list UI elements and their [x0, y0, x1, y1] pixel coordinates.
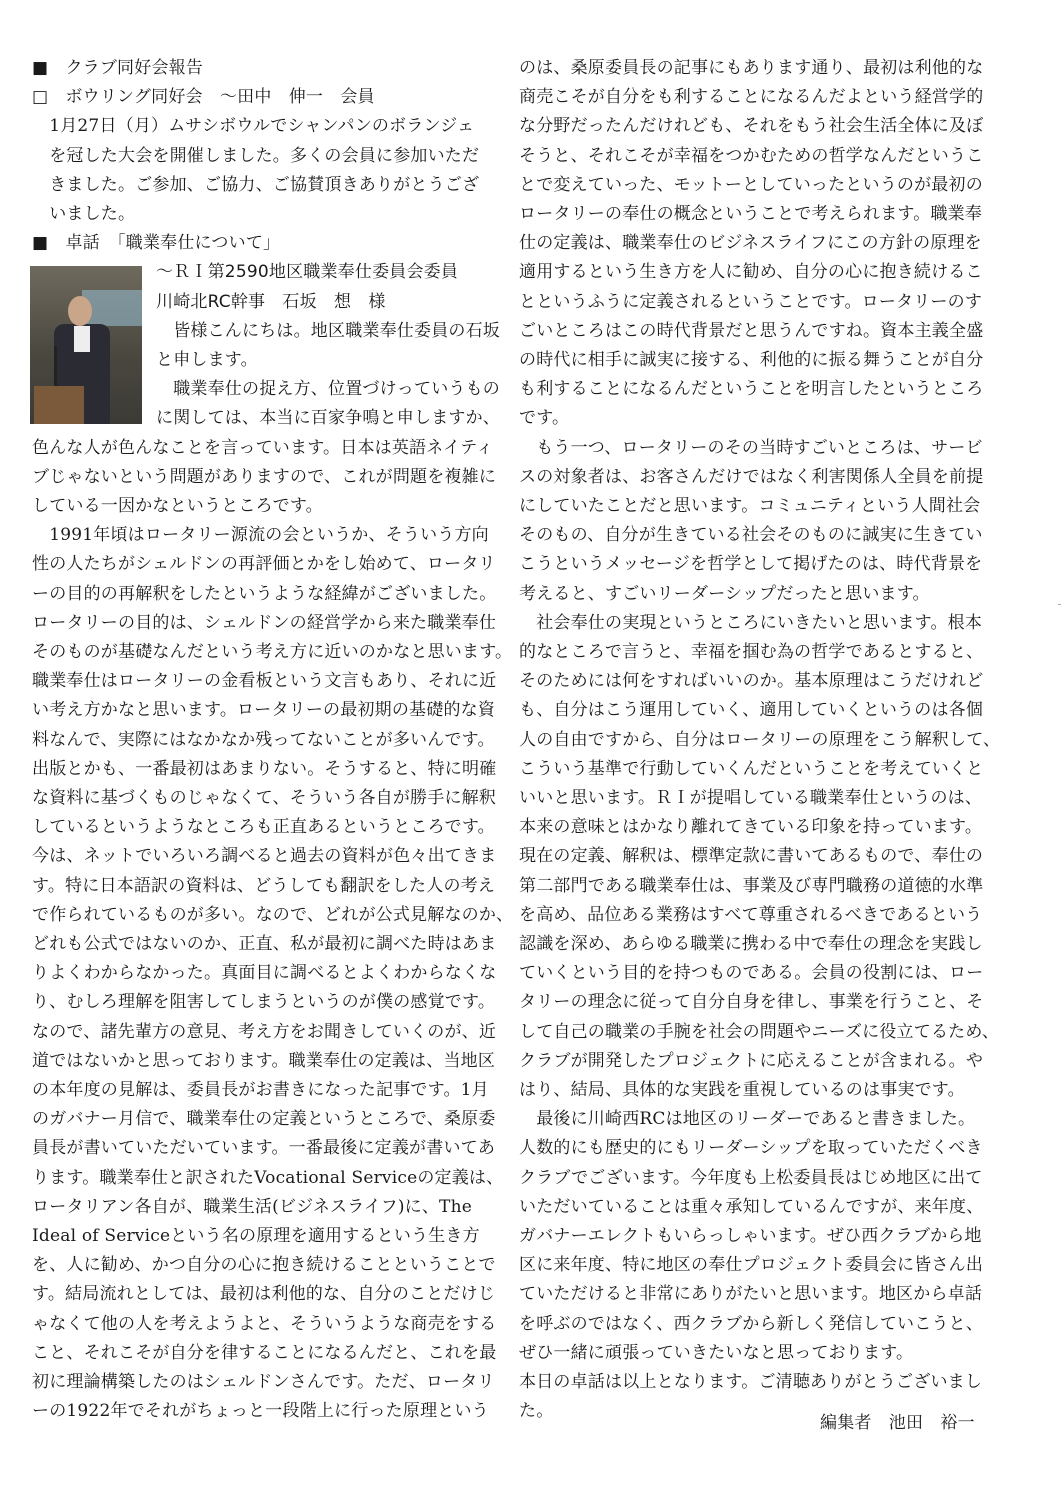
right-text-line: スの対象者は、お客さんだけではなく利害関係人全員を前提: [519, 466, 984, 487]
left-text-line: ーの1922年でそれがちょっと一段階上に行った原理という: [32, 1401, 489, 1422]
right-text-line: とというふうに定義されるということです。ロータリーのす: [519, 291, 983, 312]
right-text-line: にしていたことだと思います。コミュニティという人間社会: [519, 496, 981, 516]
right-text-line: クラブが開発したプロジェクトに応えることが含まれる。や: [519, 1050, 984, 1071]
speaker-photo: [30, 266, 142, 424]
left-text-line: 皆様こんにちは。地区職業奉仕委員の石坂: [156, 320, 500, 341]
right-text-line: を高め、品位ある業務はすべて尊重されるべきであるという: [519, 904, 983, 925]
right-text-line: な分野だったんだけれども、それをもう社会生活全体に及ぼ: [519, 116, 984, 137]
right-text-line: も利することになるんだということを明言したというところ: [519, 379, 984, 400]
left-text-line: ロータリアン各自が、職業生活(ビジネスライフ)に、The: [32, 1196, 473, 1217]
left-text-line: Ideal of Serviceという名の原理を適用するという生き方: [32, 1226, 480, 1246]
right-text-line: 認識を深め、あらゆる職業に携わる中で奉仕の理念を実践し: [519, 934, 983, 954]
left-text-line: ります。職業奉仕と訳されたVocational Serviceの定義は、: [32, 1167, 504, 1188]
left-text-line: 道ではないかと思っております。職業奉仕の定義は、当地区: [32, 1050, 496, 1071]
left-text-line: しているというようなところも正直あるというところです。: [32, 817, 495, 838]
left-text-line: 出版とかも、一番最初はあまりない。そうすると、特に明確: [32, 758, 497, 779]
right-text-line: いいと思います。ＲＩが提唱している職業奉仕というのは、: [519, 788, 983, 808]
left-text-line: 料なんで、実際にはなかなか残ってないことが多いんです。: [32, 729, 495, 750]
left-text-line: ーの目的の再解釈をしたというような経緯がございました。: [32, 583, 497, 604]
right-text-line: とで変えていった、モットーとしていったというのが最初の: [519, 174, 983, 195]
right-text-line: 仕の定義は、職業奉仕のビジネスライフにこの方針の原理を: [519, 233, 982, 254]
left-text-line: 今は、ネットでいろいろ調べると過去の資料が色々出てきま: [32, 846, 497, 867]
right-text-line: の時代に相手に誠実に接する、利他的に振る舞うことが自分: [519, 350, 984, 370]
right-text-line: も、自分はこう運用していく、適用していくというのは各個: [519, 700, 984, 721]
left-text-line: ブじゃないという問題がありますので、これが問題を複雑に: [32, 466, 497, 487]
left-text-line: ロータリーの目的は、シェルドンの経営学から来た職業奉仕: [32, 612, 497, 633]
left-text-line: の本年度の見解は、委員長がお書きになった記事です。1月: [32, 1080, 489, 1100]
right-text-line: そのためには何をすればいいのか。基本原理はこうだけれど: [519, 671, 984, 692]
right-text-line: いただいていることは重々承知しているんですが、来年度、: [519, 1196, 984, 1217]
left-text-line: り、むしろ理解を阻害してしまうというのが僕の感覚です。: [32, 992, 496, 1013]
left-text-line: 職業奉仕の捉え方、位置づけっていうもの: [156, 379, 500, 400]
left-text-line: と申します。: [156, 350, 258, 370]
left-text-line: ～ＲＩ第2590地区職業奉仕委員会委員: [156, 262, 459, 283]
left-text-line: 初に理論構築したのはシェルドンさんです。ただ、ロータリ: [32, 1372, 495, 1392]
right-text-line: 的なところで言うと、幸福を掴む為の哲学であるとすると、: [519, 642, 984, 662]
right-text-line: を呼ぶのではなく、西クラブから新しく発信していこうと、: [519, 1313, 984, 1334]
left-text-line: どれも公式ではないのか、正直、私が最初に調べた時はあま: [32, 934, 497, 954]
right-text-line: して自己の職業の手腕を社会の問題やニーズに役立てるため、: [519, 1021, 1000, 1042]
left-text-line: □ ボウリング同好会 ～田中 伸一 会員: [32, 87, 375, 108]
editor-credit: 編集者 池田 裕一: [820, 1413, 975, 1433]
right-text-line: です。: [519, 408, 570, 429]
right-text-line: クラブでございます。今年度も上松委員長はじめ地区に出て: [519, 1167, 983, 1188]
right-text-line: ロータリーの奉仕の概念ということで考えられます。職業奉: [519, 204, 983, 224]
right-text-line: 適用するという生き方を人に勧め、自分の心に抱き続けるこ: [519, 262, 983, 283]
right-text-line: ごいところはこの時代背景だと思うんですね。資本主義全盛: [519, 320, 984, 341]
left-text-line: のガバナー月信で、職業奉仕の定義というところで、桑原委: [32, 1109, 496, 1130]
left-text-line: 1月27日（月）ムサシボウルでシャンパンのボランジェ: [32, 116, 475, 137]
right-text-line: 区に来年度、特に地区の奉仕プロジェクト委員会に皆さん出: [519, 1255, 984, 1276]
right-text-line: そうと、それこそが幸福をつかむための哲学なんだというこ: [519, 145, 984, 166]
right-text-line: 商売こそが自分をも利することになるんだよという経営学的: [519, 87, 984, 108]
left-text-line: ■ クラブ同好会報告: [32, 58, 204, 78]
left-text-line: 員長が書いていただいています。一番最後に定義が書いてあ: [32, 1138, 496, 1159]
left-text-line: きました。ご参加、ご協力、ご協賛頂きありがとうござ: [32, 174, 480, 195]
right-text-line: こうというメッセージを哲学として掲げたのは、時代背景を: [519, 554, 983, 575]
left-text-line: している一因かなというところです。: [32, 496, 323, 516]
right-text-line: 本日の卓話は以上となります。ご清聴ありがとうございまし: [519, 1372, 983, 1392]
right-text-line: のは、桑原委員長の記事にもあります通り、最初は利他的な: [519, 58, 984, 78]
right-text-line: ぜひ一緒に頑張っていきたいなと思っております。: [519, 1342, 914, 1363]
right-text-line: 人数的にも歴史的にもリーダーシップを取っていただくべき: [519, 1138, 983, 1159]
right-text-line: ていただけると非常にありがたいと思います。地区から卓話: [519, 1284, 983, 1305]
left-text-line: を、人に勧め、かつ自分の心に抱き続けることということで: [32, 1255, 496, 1276]
right-text-line: はり、結局、具体的な実践を重視しているのは事実です。: [519, 1080, 965, 1100]
left-text-line: な資料に基づくものじゃなくて、そういう各自が勝手に解釈: [32, 788, 497, 808]
right-text-line: 現在の定義、解釈は、標準定款に書いてあるもので、奉仕の: [519, 846, 984, 867]
left-text-line: そのものが基礎なんだという考え方に近いのかなと思います。: [32, 642, 513, 662]
left-text-line: 職業奉仕はロータリーの金看板という文言もあり、それに近: [32, 671, 497, 692]
right-text-line: 考えると、すごいリーダーシップだったと思います。: [519, 583, 930, 604]
right-text-line: 最後に川崎西RCは地区のリーダーであると書きました。: [519, 1109, 976, 1130]
left-text-line: なので、諸先輩方の意見、考え方をお聞きしていくのが、近: [32, 1021, 497, 1042]
right-text-line: そのもの、自分が生きている社会そのものに誠実に生きてい: [519, 525, 983, 546]
right-text-line: ていくという目的を持つものである。会員の役割には、ロー: [519, 963, 984, 984]
left-text-line: いました。: [32, 204, 136, 224]
left-text-line: 1991年頃はロータリー源流の会というか、そういう方向: [32, 525, 489, 546]
left-text-line: こと、それこそが自分を律することになるんだと、これを最: [32, 1342, 497, 1363]
right-text-line: こういう基準で行動していくんだということを考えていくと: [519, 758, 984, 779]
left-text-line: ゃなくて他の人を考えようよと、そういうような商売をする: [32, 1313, 497, 1334]
left-text-line: す。特に日本語訳の資料は、どうしても翻訳をした人の考え: [32, 875, 496, 896]
left-text-line: ■ 卓話 「職業奉仕について」: [32, 233, 281, 254]
right-text-line: タリーの理念に従って自分自身を律し、事業を行うこと、そ: [519, 992, 984, 1013]
right-text-line: 人の自由ですから、自分はロータリーの原理をこう解釈して、: [519, 729, 1001, 750]
left-text-line: 色んな人が色んなことを言っています。日本は英語ネイティ: [32, 437, 494, 458]
right-text-line: 本来の意味とはかなり離れてきている印象を持っています。: [519, 817, 983, 838]
right-text-line: 第二部門である職業奉仕は、事業及び専門職務の道徳的水準: [519, 875, 984, 896]
left-text-line: りよくわからなかった。真面目に調べるとよくわからなくな: [32, 963, 497, 984]
right-text-line: た。: [519, 1401, 554, 1422]
right-text-line: ガバナーエレクトもいらっしゃいます。ぜひ西クラブから地: [519, 1226, 982, 1246]
right-text-line: もう一つ、ロータリーのその当時すごいところは、サービ: [519, 437, 983, 458]
left-text-line: で作られているものが多い。なので、どれが公式見解なのか、: [32, 904, 514, 925]
left-text-line: 性の人たちがシェルドンの再評価とかをし始めて、ロータリ: [32, 554, 496, 575]
left-text-line: を冠した大会を開催しました。多くの会員に参加いただ: [32, 145, 480, 166]
left-text-line: い考え方かなと思います。ロータリーの最初期の基礎的な資: [32, 700, 496, 721]
left-text-line: に関しては、本当に百家争鳴と申しますか、: [156, 408, 500, 429]
right-text-line: 社会奉仕の実現というところにいきたいと思います。根本: [519, 612, 983, 633]
left-text-line: す。結局流れとしては、最初は利他的な、自分のことだけじ: [32, 1284, 496, 1305]
left-text-line: 川崎北RC幹事 石坂 想 様: [156, 291, 386, 312]
